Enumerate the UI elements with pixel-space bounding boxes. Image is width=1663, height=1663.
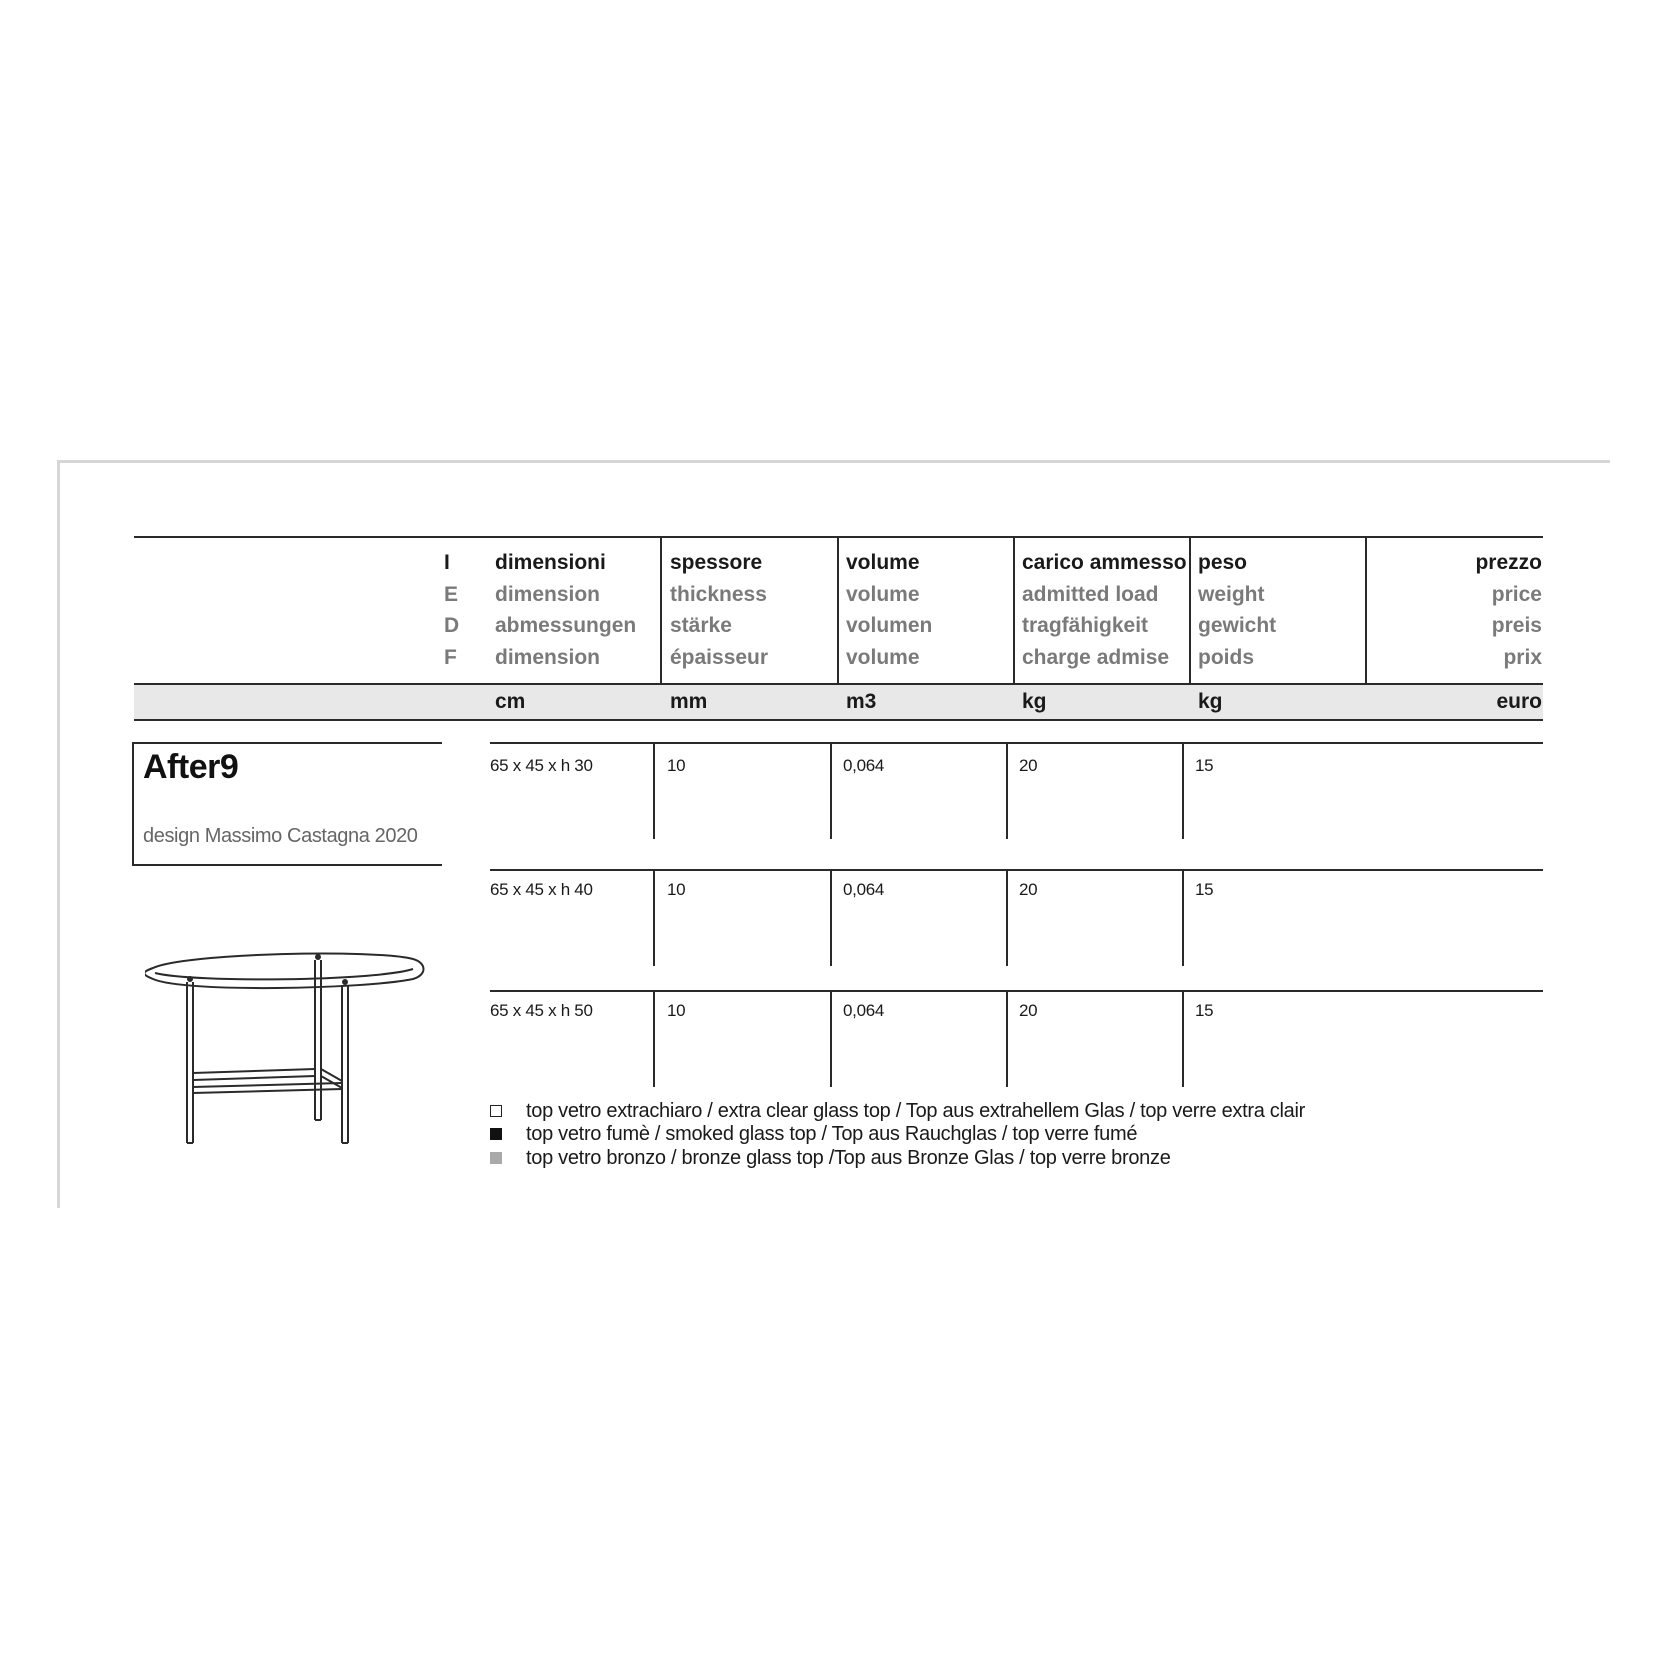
side-table-drawing-icon [145, 945, 430, 1155]
header-peso-en: weight [1198, 583, 1265, 606]
header-dimensioni-en: dimension [495, 583, 601, 606]
unit-peso: kg [1198, 690, 1223, 713]
cell-volume: 0,064 [843, 1001, 885, 1020]
product-block-top-rule [132, 742, 442, 744]
cell-dimensioni: 65 x 45 x h 30 [490, 756, 593, 775]
cell-carico: 20 [1019, 1001, 1038, 1020]
lang-code-it: I [444, 551, 450, 574]
row-divider [830, 991, 832, 1087]
cell-spessore: 10 [667, 1001, 686, 1020]
row-divider [830, 870, 832, 966]
unit-spessore: mm [670, 690, 708, 713]
row-divider [653, 870, 655, 966]
row-divider [653, 991, 655, 1087]
header-divider [837, 537, 839, 684]
header-prezzo-en: price [1491, 583, 1542, 606]
cell-spessore: 10 [667, 880, 686, 899]
header-spessore-it: spessore [670, 551, 763, 574]
swatch-smoked [490, 1128, 502, 1140]
product-designer: design Massimo Castagna 2020 [143, 825, 418, 847]
cell-dimensioni: 65 x 45 x h 50 [490, 1001, 593, 1020]
header-spessore-en: thickness [670, 583, 767, 606]
row-divider [1006, 991, 1008, 1087]
unit-carico: kg [1022, 690, 1047, 713]
row-divider [1182, 870, 1184, 966]
cell-dimensioni: 65 x 45 x h 40 [490, 880, 593, 899]
unit-volume: m3 [846, 690, 877, 713]
sheet-frame-left [57, 460, 60, 1208]
header-carico-en: admitted load [1022, 583, 1159, 606]
cell-peso: 15 [1195, 756, 1214, 775]
header-divider [1189, 537, 1191, 684]
row-divider [1182, 743, 1184, 839]
product-block-bottom-rule [132, 864, 442, 866]
row-rule [490, 869, 1543, 871]
unit-band [134, 684, 1543, 720]
header-peso-de: gewicht [1198, 614, 1277, 637]
row-divider [830, 743, 832, 839]
legend-text: top vetro fumè / smoked glass top / Top aus Rauchglas / top verre fumé [526, 1123, 1138, 1145]
header-volume-fr: volume [846, 646, 920, 669]
product-block-left-rule [132, 742, 134, 866]
product-name: After9 [143, 748, 239, 786]
swatch-extra-clear [490, 1105, 502, 1117]
row-rule [490, 990, 1543, 992]
header-peso-it: peso [1198, 551, 1248, 574]
header-carico-de: tragfähigkeit [1022, 614, 1149, 637]
header-prezzo-de: preis [1491, 614, 1542, 637]
cell-volume: 0,064 [843, 756, 885, 775]
cell-carico: 20 [1019, 756, 1038, 775]
header-volume-en: volume [846, 583, 920, 606]
header-spessore-de: stärke [670, 614, 732, 637]
legend-text: top vetro bronzo / bronze glass top /Top aus Bronze Glas / top verre bronze [526, 1147, 1171, 1169]
row-divider [1182, 991, 1184, 1087]
header-divider [1365, 537, 1367, 684]
cell-spessore: 10 [667, 756, 686, 775]
header-dimensioni-de: abmessungen [495, 614, 637, 637]
sheet-frame-top [57, 460, 1610, 463]
header-prezzo-it: prezzo [1475, 551, 1542, 574]
header-volume-de: volumen [846, 614, 933, 637]
header-volume-it: volume [846, 551, 920, 574]
cell-volume: 0,064 [843, 880, 885, 899]
cell-peso: 15 [1195, 880, 1214, 899]
lang-code-en: E [444, 583, 459, 606]
row-divider [653, 743, 655, 839]
header-spessore-fr: épaisseur [670, 646, 769, 669]
row-rule [490, 742, 1543, 744]
header-carico-fr: charge admise [1022, 646, 1170, 669]
header-bottom-rule [134, 719, 1543, 721]
header-prezzo-fr: prix [1503, 646, 1542, 669]
header-dimensioni-fr: dimension [495, 646, 601, 669]
header-divider [1013, 537, 1015, 684]
lang-code-fr: F [444, 646, 457, 669]
row-divider [1006, 870, 1008, 966]
swatch-bronze [490, 1152, 502, 1164]
unit-prezzo: euro [1496, 690, 1542, 713]
row-divider [1006, 743, 1008, 839]
legend-text: top vetro extrachiaro / extra clear glass top / Top aus extrahellem Glas / top verre extra clair [526, 1100, 1305, 1122]
unit-dimensioni: cm [495, 690, 526, 713]
header-peso-fr: poids [1198, 646, 1254, 669]
cell-carico: 20 [1019, 880, 1038, 899]
header-dimensioni-it: dimensioni [495, 551, 606, 574]
header-carico-it: carico ammesso [1022, 551, 1187, 574]
cell-peso: 15 [1195, 1001, 1214, 1020]
header-divider [660, 537, 662, 684]
lang-code-de: D [444, 614, 460, 637]
